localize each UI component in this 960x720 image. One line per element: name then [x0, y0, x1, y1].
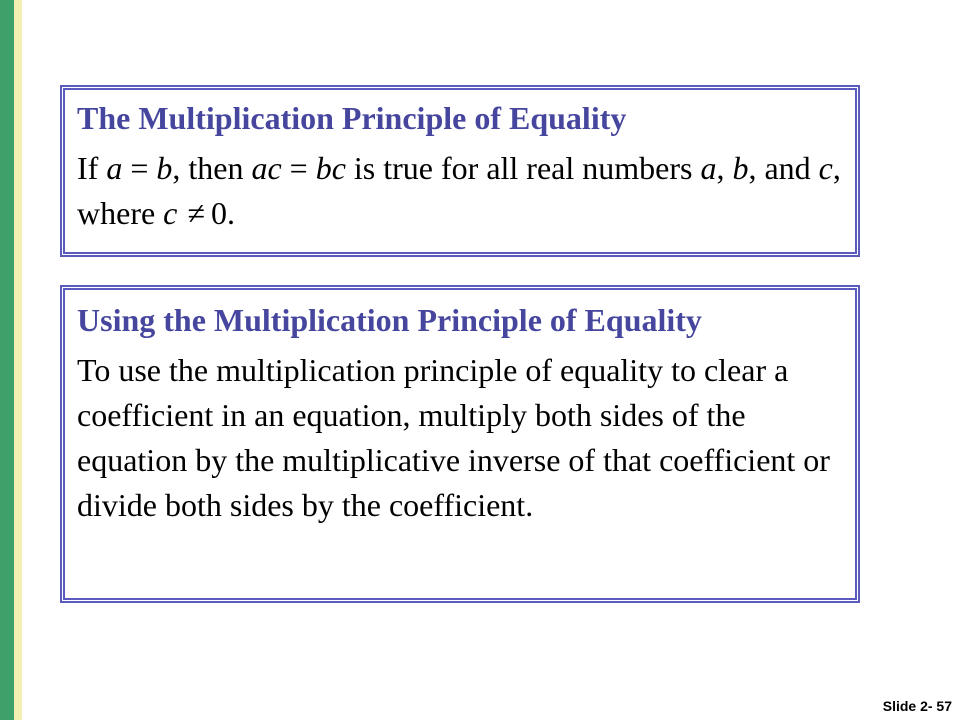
- statement-text: ,: [716, 150, 733, 186]
- usage-title: Using the Multiplication Principle of Equality: [77, 302, 702, 338]
- statement-text: If: [77, 150, 107, 186]
- variable-c: c: [818, 150, 833, 186]
- usage-body: To use the multiplication principle of equality to clear a coefficient in an equation, multiply both sides of the equation by the multiplicative inverse of that coefficient or divide both sides by the coefficient.: [77, 352, 830, 523]
- statement-text: =: [281, 150, 316, 186]
- variable-c: c: [163, 195, 178, 231]
- variable-a: a: [700, 150, 717, 186]
- usage-box: [60, 285, 860, 603]
- statement-text: is true for all real numbers: [345, 150, 701, 186]
- principle-title: The Multiplication Principle of Equality: [77, 100, 627, 136]
- statement-text: 0.: [210, 195, 235, 231]
- statement-text: , then: [172, 150, 252, 186]
- variable-ac: ac: [251, 150, 282, 186]
- not-equal-symbol: ≠: [187, 195, 205, 231]
- left-accent-stripe: [14, 0, 22, 720]
- statement-text: =: [122, 150, 157, 186]
- variable-bc: bc: [315, 150, 346, 186]
- slide-number: Slide 2- 57: [882, 698, 952, 714]
- variable-b: b: [732, 150, 749, 186]
- statement-text: , and: [748, 150, 819, 186]
- variable-b: b: [156, 150, 173, 186]
- variable-a: a: [106, 150, 123, 186]
- principle-statement: [77, 146, 843, 236]
- statement-text: , where: [77, 150, 841, 231]
- principle-box: [60, 85, 860, 257]
- left-accent-bar: [0, 0, 14, 720]
